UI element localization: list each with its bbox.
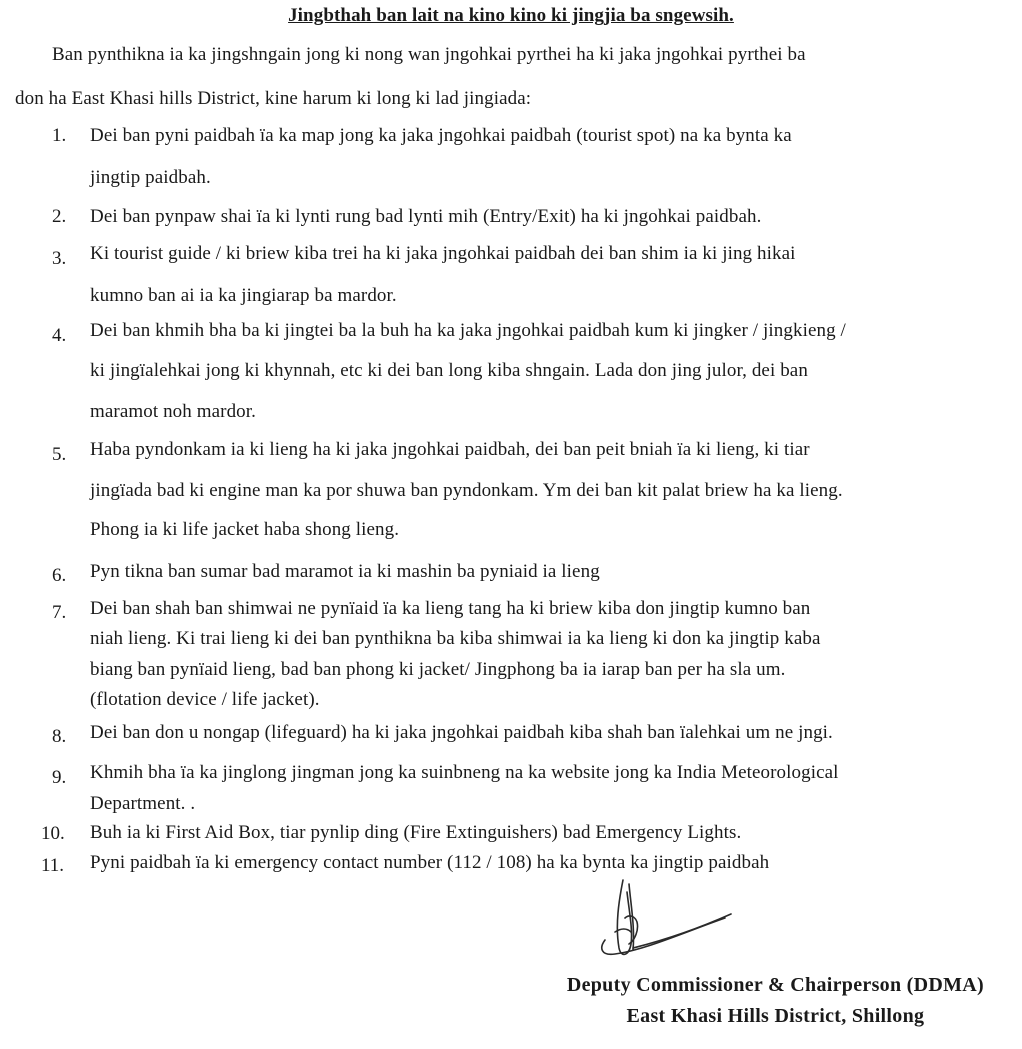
item-number: 3. xyxy=(52,248,67,269)
item-text-line: Buh ia ki First Aid Box, tiar pynlip ding (Fire Extinguishers) bad Emergency Lights. xyxy=(90,822,742,843)
item-number: 10. xyxy=(41,823,65,844)
item-text-line: Dei ban don u nongap (lifeguard) ha ki jaka jngohkai paidbah kiba shah ban ïalehkai um ne jngi. xyxy=(90,722,833,743)
document-title: Jingbthah ban lait na kino kino ki jingjia ba sngewsih. xyxy=(288,5,734,26)
item-text-line: Department. . xyxy=(90,793,196,814)
item-number: 1. xyxy=(52,125,67,146)
intro-line-1: Ban pynthikna ia ka jingshngain jong ki nong wan jngohkai pyrthei ha ki jaka jngohkai pyrthei ba xyxy=(52,44,806,65)
item-number: 9. xyxy=(52,767,67,788)
item-number: 11. xyxy=(41,855,65,876)
item-text-line: Khmih bha ïa ka jinglong jingman jong ka suinbneng na ka website jong ka India Meteorological xyxy=(90,762,839,783)
item-text-line: Phong ia ki life jacket haba shong lieng. xyxy=(90,519,400,540)
item-text-line: kumno ban ai ia ka jingiarap ba mardor. xyxy=(90,285,397,306)
item-text-line: Dei ban khmih bha ba ki jingtei ba la buh ha ka jaka jngohkai paidbah kum ki jingker / jingkieng / xyxy=(90,320,846,341)
signatory-office: East Khasi Hills District, Shillong xyxy=(626,1005,925,1027)
item-text-line: biang ban pynïaid lieng, bad ban phong ki jacket/ Jingphong ba ia iarap ban per ha sla um. xyxy=(90,659,786,680)
signatory-block xyxy=(567,970,984,1032)
item-number: 8. xyxy=(52,726,67,747)
intro-line-2: don ha East Khasi hills District, kine harum ki long ki lad jingiada: xyxy=(15,88,532,109)
item-number: 5. xyxy=(52,444,67,465)
item-text-line: Ki tourist guide / ki briew kiba trei ha ki jaka jngohkai paidbah dei ban shim ia ki jing hikai xyxy=(90,243,796,264)
item-text-line: niah lieng. Ki trai lieng ki dei ban pynthikna ba kiba shimwai ia ka lieng ki don ka jingtip kaba xyxy=(90,628,821,649)
item-text-line: Haba pyndonkam ia ki lieng ha ki jaka jngohkai paidbah, dei ban peit bniah ïa ki lieng, ki tiar xyxy=(90,439,810,460)
item-text-line: Dei ban pyni paidbah ïa ka map jong ka jaka jngohkai paidbah (tourist spot) na ka bynta ka xyxy=(90,125,792,146)
item-number: 6. xyxy=(52,565,67,586)
item-text-line: (flotation device / life jacket). xyxy=(90,689,320,710)
item-text-line: Pyni paidbah ïa ki emergency contact number (112 / 108) ha ka bynta ka jingtip paidbah xyxy=(90,852,770,873)
item-text-line: ki jingïalehkai jong ki khynnah, etc ki dei ban long kiba shngain. Lada don jing julor, dei ban xyxy=(90,360,808,381)
item-number: 7. xyxy=(52,602,67,623)
signature-image xyxy=(585,870,735,965)
item-text-line: maramot noh mardor. xyxy=(90,401,256,422)
item-text-line: jingïada bad ki engine man ka por shuwa ban pyndonkam. Ym dei ban kit palat briew ha ka lieng. xyxy=(90,480,843,501)
item-text-line: Pyn tikna ban sumar bad maramot ia ki mashin ba pyniaid ia lieng xyxy=(90,561,600,582)
item-number: 4. xyxy=(52,325,67,346)
item-text-line: Dei ban shah ban shimwai ne pynïaid ïa ka lieng tang ha ki briew kiba don jingtip kumno ban xyxy=(90,598,811,619)
signatory-designation: Deputy Commissioner & Chairperson (DDMA) xyxy=(566,974,984,996)
item-number: 2. xyxy=(52,206,67,227)
item-text-line: Dei ban pynpaw shai ïa ki lynti rung bad lynti mih (Entry/Exit) ha ki jngohkai paidbah. xyxy=(90,206,762,227)
item-text-line: jingtip paidbah. xyxy=(90,167,211,188)
